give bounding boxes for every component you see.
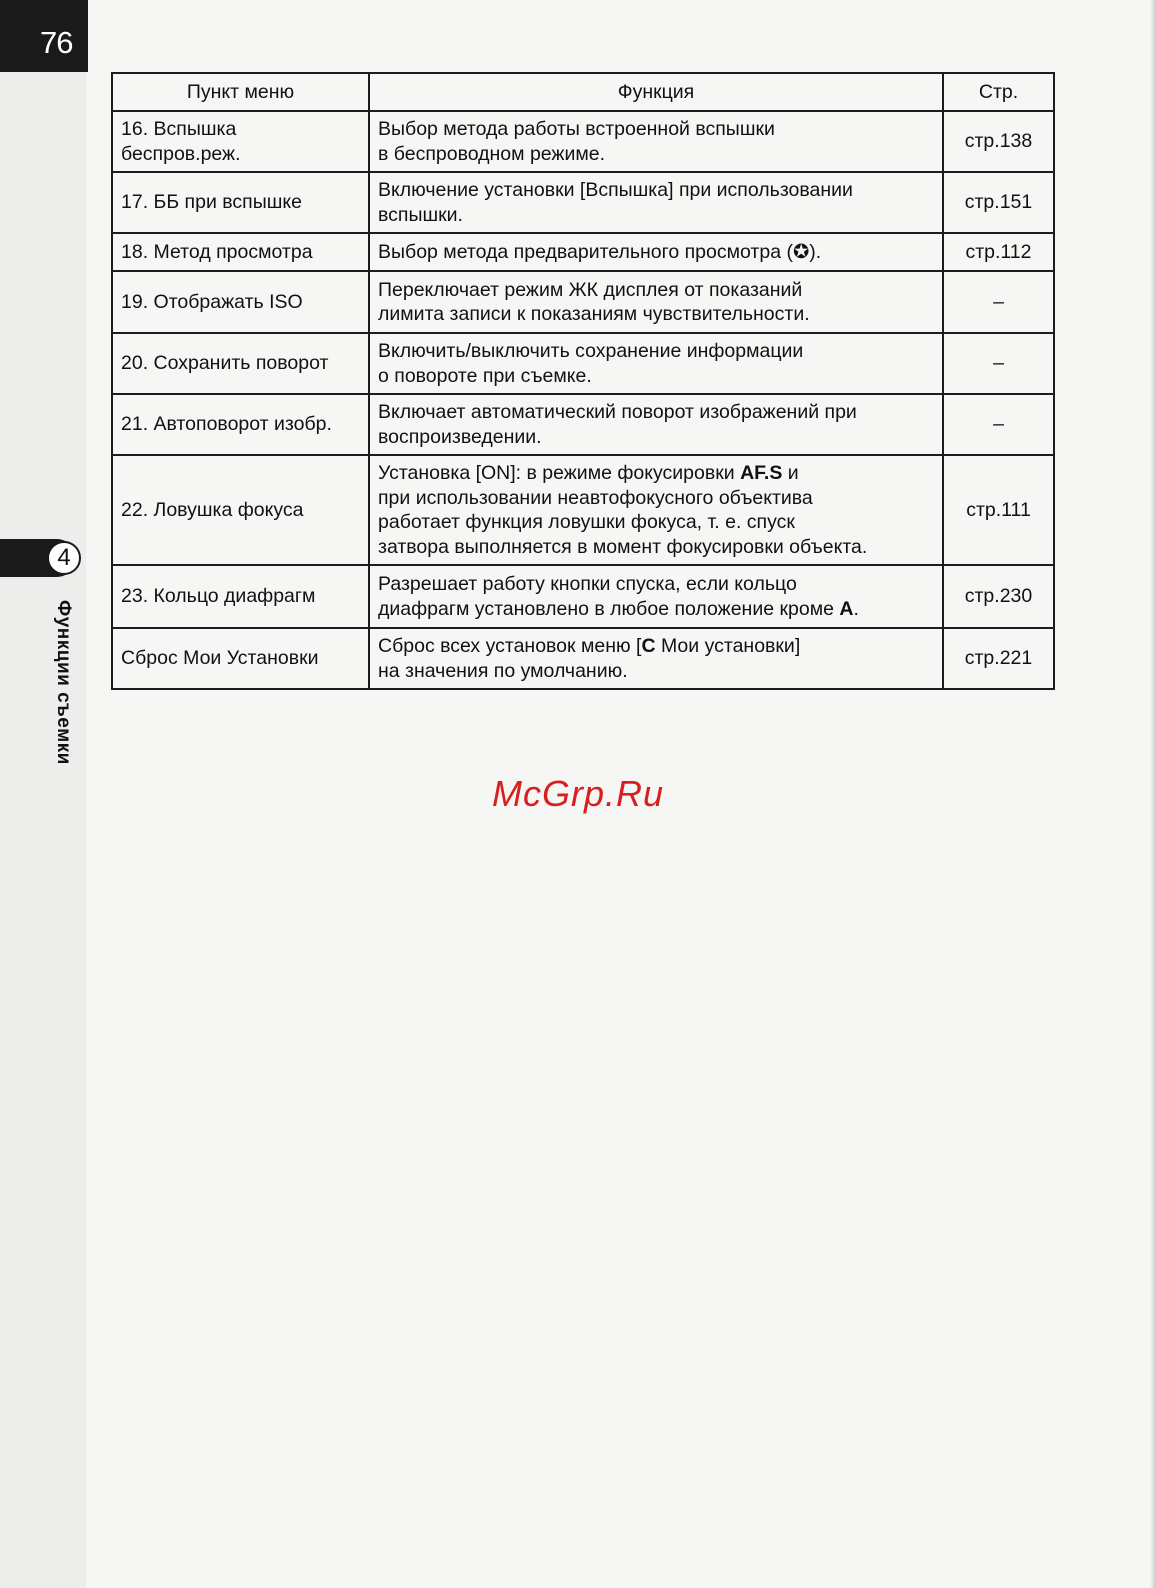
- menu-item-cell: 20. Сохранить поворот: [112, 333, 369, 394]
- function-cell: Разрешает работу кнопки спуска, если кольцо диафрагм установлено в любое положение кроме A.: [369, 565, 943, 628]
- menu-item-cell: 17. ББ при вспышке: [112, 172, 369, 233]
- page-ref-cell: –: [943, 333, 1054, 394]
- page-number: 76: [40, 25, 73, 60]
- menu-item-cell: 19. Отображать ISO: [112, 271, 369, 333]
- chapter-title: Функции съемки: [53, 600, 74, 765]
- table-row: [112, 233, 1054, 271]
- page-ref-cell: стр.111: [943, 455, 1054, 565]
- menu-table: [111, 72, 1055, 690]
- page-ref-cell: стр.138: [943, 111, 1054, 172]
- menu-item-cell: 22. Ловушка фокуса: [112, 455, 369, 565]
- function-cell: Переключает режим ЖК дисплея от показаний лимита записи к показаниям чувствительности.: [369, 271, 943, 333]
- function-cell: Сброс всех установок меню [C Мои установки] на значения по умолчанию.: [369, 628, 943, 689]
- page-ref-cell: стр.112: [943, 233, 1054, 271]
- table-row: [112, 333, 1054, 394]
- page-ref-cell: –: [943, 394, 1054, 455]
- table-row: [112, 565, 1054, 628]
- menu-item-cell: Сброс Мои Установки: [112, 628, 369, 689]
- function-cell: Установка [ON]: в режиме фокусировки AF.S и при использовании неавтофокусного объектива работает функция ловушки фокуса, т. е. спуск затвора выполняется в момент фокусировки объекта.: [369, 455, 943, 565]
- function-cell: Выбор метода предварительного просмотра (✪).: [369, 233, 943, 271]
- page-ref-cell: стр.230: [943, 565, 1054, 628]
- menu-item-cell: 16. Вспышка беспров.реж.: [112, 111, 369, 172]
- page-ref-cell: стр.221: [943, 628, 1054, 689]
- header-page: Стр.: [943, 73, 1054, 111]
- table-row: [112, 455, 1054, 565]
- page-ref-cell: стр.151: [943, 172, 1054, 233]
- header-item: Пункт меню: [112, 73, 369, 111]
- table-header-row: [112, 73, 1054, 111]
- watermark: McGrp.Ru: [491, 773, 665, 814]
- menu-item-cell: 18. Метод просмотра: [112, 233, 369, 271]
- table-row: [112, 628, 1054, 689]
- menu-item-cell: 21. Автоповорот изобр.: [112, 394, 369, 455]
- header-function: Функция: [369, 73, 943, 111]
- function-cell: Включает автоматический поворот изображений при воспроизведении.: [369, 394, 943, 455]
- function-cell: Включение установки [Вспышка] при использовании вспышки.: [369, 172, 943, 233]
- page-ref-cell: –: [943, 271, 1054, 333]
- function-cell: Включить/выключить сохранение информации о повороте при съемке.: [369, 333, 943, 394]
- menu-item-cell: 23. Кольцо диафрагм: [112, 565, 369, 628]
- table-row: [112, 394, 1054, 455]
- table-row: [112, 271, 1054, 333]
- table-row: [112, 111, 1054, 172]
- chapter-number-badge: 4: [47, 541, 81, 575]
- table-row: [112, 172, 1054, 233]
- function-cell: Выбор метода работы встроенной вспышки в беспроводном режиме.: [369, 111, 943, 172]
